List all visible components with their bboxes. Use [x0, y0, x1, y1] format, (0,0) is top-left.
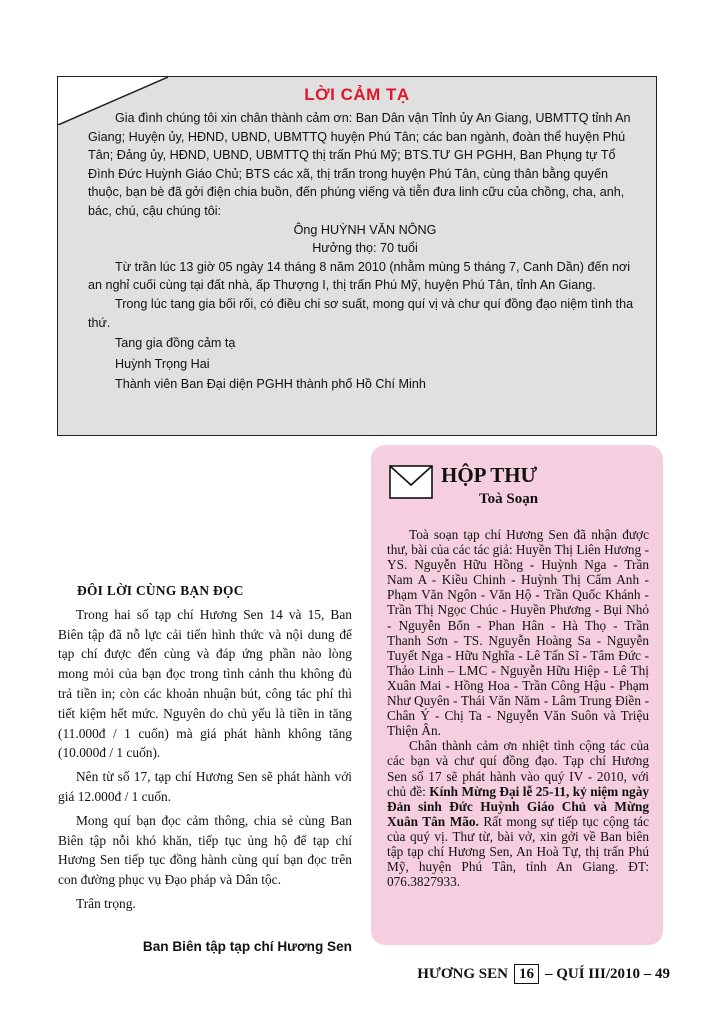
letter-title: ĐÔI LỜI CÙNG BẠN ĐỌC: [77, 583, 244, 598]
mailbox-text: Chân thành cảm ơn nhiệt tình cộng tác của các bạn và chư quí đồng đạo. Tạp chí Hương Sen số 17 sẽ phát hành vào quý IV - 2010, với chủ đề:: [387, 738, 649, 799]
letter-paragraph: Trân trọng.: [76, 895, 136, 911]
footer-issue-info: – QUÍ III/2010 – 49: [544, 965, 670, 982]
mailbox-body: [387, 527, 649, 889]
reader-letter: [58, 581, 352, 918]
signature-line: Tang gia đồng cảm tạ: [115, 336, 236, 351]
thanks-paragraph: Trong lúc tang gia bối rối, có điều chi sơ suất, mong quí vị và chư quí đồng đạo niệm tình tha thứ.: [88, 296, 634, 330]
letter-signature: Ban Biên tập tạp chí Hương Sen: [142, 939, 352, 954]
issue-number: 16: [514, 964, 539, 984]
mailbox-paragraph: [387, 738, 649, 889]
letter-paragraph: Nên từ số 17, tạp chí Hương Sen sẽ phát hành với giá 12.000đ / 1 cuốn.: [58, 769, 352, 804]
mailbox-header: [385, 459, 655, 521]
deceased-age: Hưởng thọ: 70 tuổi: [312, 241, 418, 256]
page-footer: [417, 964, 670, 984]
magazine-name: HƯƠNG SEN: [417, 965, 508, 982]
thanks-notice-box: [57, 76, 657, 436]
thanks-paragraph: Gia đình chúng tôi xin chân thành cảm ơn: Ban Dân vận Tỉnh ủy An Giang, UBMTTQ tỉnh An Giang; Huyện ủy, HĐND, UBND, UBMTTQ huyện Phú Tân; các ban ngành, đoàn thể huyện Phú Tân; Đảng ủy, HĐND, UBND, UBMTTQ thị trấn Phú Mỹ; BTS.TƯ GH PGHH, Ban Phụng tự Tổ Đình Đức Huỳnh Giáo Chủ; BTS các xã, thị trấn trong huyện Phú Tân, cùng thân bằng quyến thuộc, bạn bè đã gởi điện chia buồn, đến phúng viếng và tiễn đưa linh cữu của chồng, cha, anh, bác, chú, cậu chúng tôi:: [88, 111, 631, 218]
thanks-body: [88, 109, 642, 394]
mailbox-paragraph: Toà soạn tạp chí Hương Sen đã nhận được thư, bài của các tác giả: Huyền Thị Liên Hương - YS. Nguyễn Hữu Hồng - Huỳnh Nga - Trần Nam A - Kiều Chinh - Huỳnh Thị Cẩm Anh - Phạm Văn Ngôn - Văn Hộ - Trần Quốc Khánh - Trần Thị Ngọc Chúc - Huyền Phương - Bụi Nhỏ - Nguyễn Bổn - Phan Hân - Hà Thọ - Trần Thanh Sơn - TS. Nguyễn Hoàng Sa - Nguyễn Tuyết Nga - Hữu Nghĩa - Lê Tấn Sĩ - Tâm Đức - Thảo Linh – LMC - Nguyễn Hữu Hiệp - Lê Thị Xuân Mai - Hồng Hoa - Trần Công Hậu - Phạm Như Quyên - Thái Văn Năm - Lâm Trung Điền - Chân Ý - Chị Ta - Nguyễn Văn Suôn và Triệu Thiện Ân.: [387, 527, 649, 739]
issue-theme: Kính Mừng Đại lễ 25-11, kỷ niệm ngày Đản sinh Đức Huỳnh Giáo Chủ và Mừng Xuân Tân Mão.: [387, 783, 649, 829]
thanks-title: LỜI CẢM TẠ: [304, 85, 410, 104]
mailbox-title: HỘP THƯ: [441, 463, 538, 487]
mailbox-text: Rất mong sự tiếp tục cộng tác của quý vị. Thư từ, bài vở, xin gởi về Ban biên tập tạp chí Hương Sen, An Hoà Tự, thị trấn Phú Mỹ, huyện Phú Tân, tỉnh An Giang. ĐT: 076.3827933.: [387, 813, 649, 890]
letter-paragraph: Mong quí bạn đọc cảm thông, chia sẻ cùng Ban Biên tập nỗi khó khăn, tiếp tục ủng hộ để tạp chí Hương Sen tiếp tục đồng hành cùng quí bạn đọc trên con đường phục vụ Đạo pháp và Dân tộc.: [58, 812, 352, 888]
envelope-icon: [389, 465, 433, 499]
mailbox-panel: [371, 445, 663, 945]
thanks-paragraph: Từ trần lúc 13 giờ 05 ngày 14 tháng 8 năm 2010 (nhằm mùng 5 tháng 7, Canh Dần) đến nơi an nghỉ cuối cùng tại đất nhà, ấp Thượng I, thị trấn Phú Mỹ, huyện Phú Tân, tỉnh An Giang.: [88, 259, 631, 293]
deceased-name: Ông HUỲNH VĂN NÔNG: [293, 222, 437, 237]
signature-line: Thành viên Ban Đại diện PGHH thành phố Hồ Chí Minh: [115, 377, 426, 392]
signature-line: Huỳnh Trọng Hai: [115, 356, 210, 371]
letter-paragraph: Trong hai số tạp chí Hương Sen 14 và 15, Ban Biên tập đã nỗ lực cải tiến hình thức và nội dung để tạp chí được đến cùng và đáp ứng phần nào lòng mong mỏi của bạn đọc trong tình cảnh thu không đủ trả tiền in; còn các khoản nhuận bút, công tác phí thì tiết kiệm hết mức. Nguyên do chủ yếu là tiền in tăng (11.000đ / 1 cuốn) mà giá phát hành không tăng (10.000đ / 1 cuốn).: [58, 606, 352, 761]
mailbox-subtitle: Toà Soạn: [479, 491, 539, 507]
